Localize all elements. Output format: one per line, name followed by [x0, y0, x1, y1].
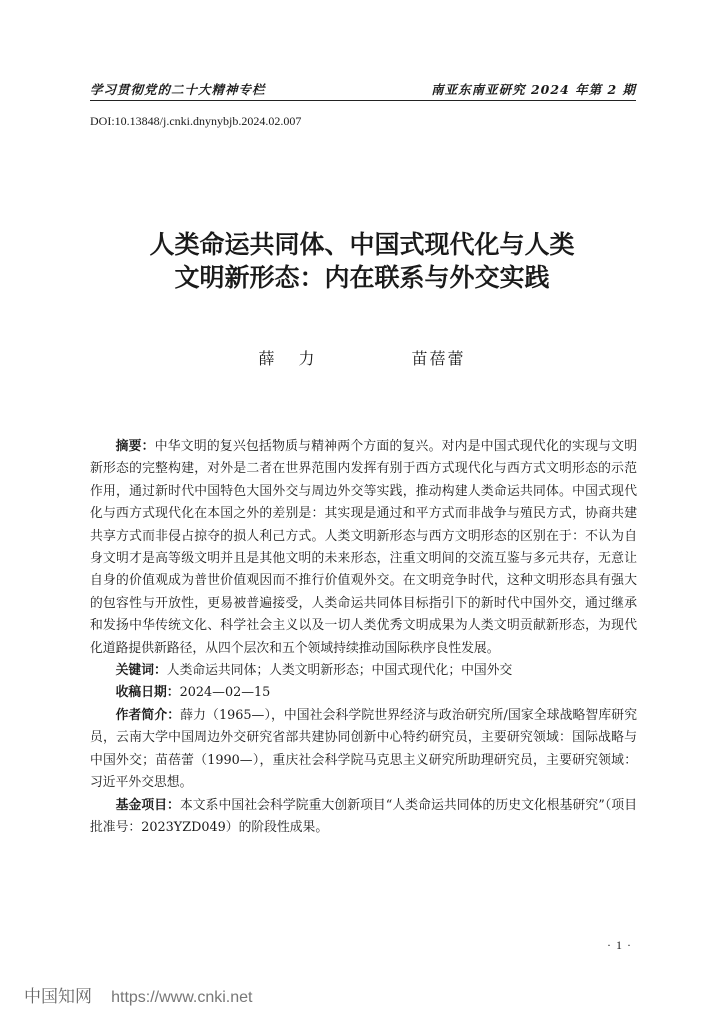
author-name: 苗蓓蕾	[411, 349, 466, 368]
received-text: 2024—02—15	[179, 685, 271, 701]
front-matter	[90, 436, 637, 839]
funding	[90, 795, 637, 840]
keywords	[90, 660, 637, 682]
funding-text: 本文系中国社会科学院重大创新项目“人类命运共同体的历史文化根基研究”（项目批准号：2023YZD049）的阶段性成果。	[90, 797, 638, 835]
title-line-1: 人类命运共同体、中国式现代化与人类	[149, 230, 575, 259]
abstract	[90, 436, 637, 660]
funding-label: 基金项目：	[115, 797, 180, 813]
article-title	[60, 228, 664, 294]
watermark-name: 中国知网	[24, 987, 92, 1007]
journal-issue: 南亚东南亚研究 2024 年第 2 期	[431, 82, 636, 97]
doi: DOI:10.13848/j.cnki.dnynybjb.2024.02.007	[90, 114, 302, 128]
keywords-text: 人类命运共同体；人类文明新形态；中国式现代化；中国外交	[166, 663, 513, 679]
column-title: 学习贯彻党的二十大精神专栏	[90, 82, 266, 97]
watermark-url: https://www.cnki.net	[111, 989, 253, 1006]
running-header	[90, 80, 636, 100]
author-name: 薛力	[258, 349, 339, 368]
cnki-watermark	[24, 982, 252, 1007]
abstract-text: 中华文明的复兴包括物质与精神两个方面的复兴。对内是中国式现代化的实现与文明新形态的完整构建，对外是二者在世界范围内发挥有别于西方式现代化与西方式文明形态的示范作用，通过新时代中国特色大国外交与周边外交等实践，推动构建人类命运共同体。中国式现代化与西方式现代化在本国之外的差别是：其实现是通过和平方式而非战争与殖民方式，协商共建共享方式而非侵占掠夺的损人利己方式。人类文明新形态与西方文明形态的区别在于：不认为自身文明才是高等级文明并且是其他文明的未来形态，注重文明间的交流互鉴与多元共存，无意让自身的价值观成为普世价值观因而不推行价值观外交。在文明竞争时代，这种文明形态具有强大的包容性与开放性，更易被普遍接受，人类命运共同体目标指引下的新时代中国外交，通过继承和发扬中华传统文化、科学社会主义以及一切人类优秀文明成果为人类文明贡献新形态，为现代化道路提供新路径，从四个层次和五个领域持续推动国际秩序良性发展。	[90, 439, 638, 656]
abstract-label: 摘要：	[115, 439, 155, 454]
author-bio	[90, 705, 637, 795]
author-bio-label: 作者简介：	[115, 707, 181, 723]
received-date	[90, 682, 637, 704]
author-line	[0, 346, 724, 369]
author-bio-text: 薛力（1965—），中国社会科学院世界经济与政治研究所/国家全球战略智库研究员，云南大学中国周边外交研究省部共建协同创新中心特约研究员，主要研究领域：国际战略与中国外交；苗蓓蕾（1990—），重庆社会科学院马克思主义研究所助理研究员，主要研究领域：习近平外交思想。	[90, 707, 638, 791]
title-line-2: 文明新形态：内在联系与外交实践	[174, 263, 550, 292]
keywords-label: 关键词：	[115, 663, 167, 679]
header-rule	[90, 100, 636, 101]
received-label: 收稿日期：	[115, 685, 180, 701]
page-number: · 1 ·	[607, 938, 632, 952]
